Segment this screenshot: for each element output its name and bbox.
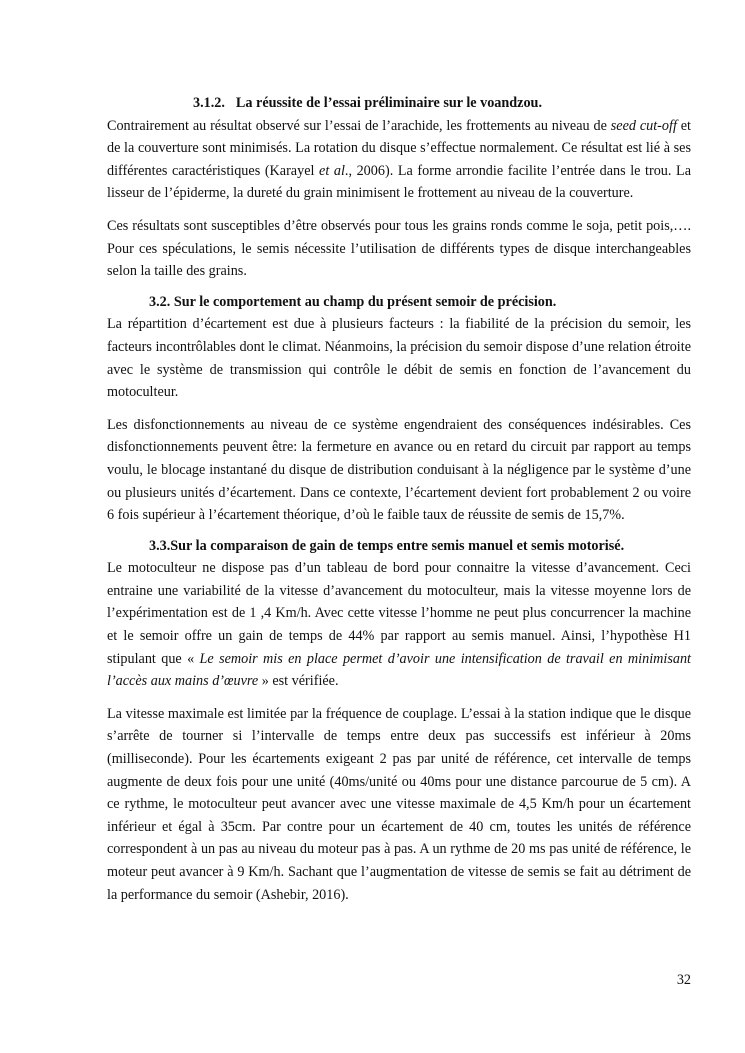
- italic-citation: et al: [319, 162, 345, 179]
- paragraph-3-3-a: [107, 557, 691, 693]
- text-run: Le motoculteur ne dispose pas d’un tableau de bord pour connaitre la vitesse d’avancement. Ceci entraine une variabilité de la vitesse d’avancement du motoculteur, mais la vitesse moyenne lors de l’expérimentation est de 1 ,4 Km/h. Avec cette vitesse l’homme ne peut plus concurrencer la machine et le semoir offre un gain de temps de 44% par rapport au semis manuel. Ainsi, l’hypothèse H1 stipulant que «: [107, 560, 691, 667]
- page-number: 32: [676, 972, 691, 988]
- text-run: ., 2006). La forme arrondie facilite l’entrée dans le trou. La lisseur de l’épiderme, la dureté du grain minimisent le frottement au niveau de la couverture.: [107, 162, 691, 202]
- paragraph-3-2-b: Les disfonctionnements au niveau de ce système engendraient des conséquences indésirables. Ces disfonctionnements peuvent être: la fermeture en avance ou en retard du circuit par rapport au temps voulu, le blocage instantané du disque de distribution conduisant à la négligence par le système d’une ou plusieurs unités d’écartement. Dans ce contexte, l’écartement devient fort probablement 2 ou voire 6 fois supérieur à l’écartement théorique, d’où le faible taux de réussite de semis de 15,7%.: [107, 416, 691, 524]
- heading-3-3: 3.3.Sur la comparaison de gain de temps entre semis manuel et semis motorisé.: [149, 537, 625, 554]
- paragraph-3-3-b: La vitesse maximale est limitée par la fréquence de couplage. L’essai à la station indique que le disque s’arrête de tourner si l’intervalle de temps entre deux pas successifs est inférieur à 20ms (milliseconde). Pour les écartements exigeant 2 pas par unité de référence, cet intervalle de temps augmente de deux fois pour une unité (40ms/unité ou 40ms pour une distance parcourue de 5 cm). A ce rythme, le motoculteur peut avancer avec une vitesse maximale de 4,5 Km/h pour un écartement inférieur et égal à 35cm. Par contre pour un écartement de 40 cm, toutes les unités de référence correspondent à un pas au niveau du moteur pas à pas. A un rythme de 20 ms pas unité de référence, le moteur peut avancer à 9 Km/h. Sachant que l’augmentation de vitesse de semis se fait au détriment de la performance du semoir (Ashebir, 2016).: [107, 705, 691, 903]
- text-run: et de la couverture sont minimisés. La rotation du disque s’effectue normalement. Ce résultat est lié à ses différentes caractéristiques (Karayel: [107, 117, 692, 179]
- text-run: » est vérifiée.: [258, 673, 339, 690]
- heading-3-1-2: [107, 92, 691, 115]
- document-page: [107, 92, 691, 906]
- paragraph-3-2-a: La répartition d’écartement est due à plusieurs facteurs : la fiabilité de la précision du semoir, les facteurs incontrôlables dont le climat. Néanmoins, la précision du semoir dispose d’une relation étroite avec le système de transmission qui contrôle le débit de semis en fonction de l’avancement du motoculteur.: [107, 316, 691, 401]
- paragraph-3-1-2-b: Ces résultats sont susceptibles d’être observés pour tous les grains ronds comme le soja, petit pois,…. Pour ces spéculations, le semis nécessite l’utilisation de différents types de disque interchangeables selon la taille des grains.: [107, 217, 691, 280]
- heading-3-1-2-number: 3.1.2.: [193, 95, 225, 111]
- heading-3-2: 3.2. Sur le comportement au champ du présent semoir de précision.: [149, 293, 557, 310]
- italic-quote: Le semoir mis en place permet d’avoir une intensification de travail en minimisant l’accès aux mains d’œuvre: [107, 650, 691, 690]
- paragraph-3-1-2-a: [107, 115, 691, 205]
- text-run: Contrairement au résultat observé sur l’essai de l’arachide, les frottements au niveau de: [107, 117, 611, 134]
- heading-3-1-2-title: La réussite de l’essai préliminaire sur le voandzou.: [235, 95, 542, 111]
- italic-term: seed cut-off: [610, 117, 677, 134]
